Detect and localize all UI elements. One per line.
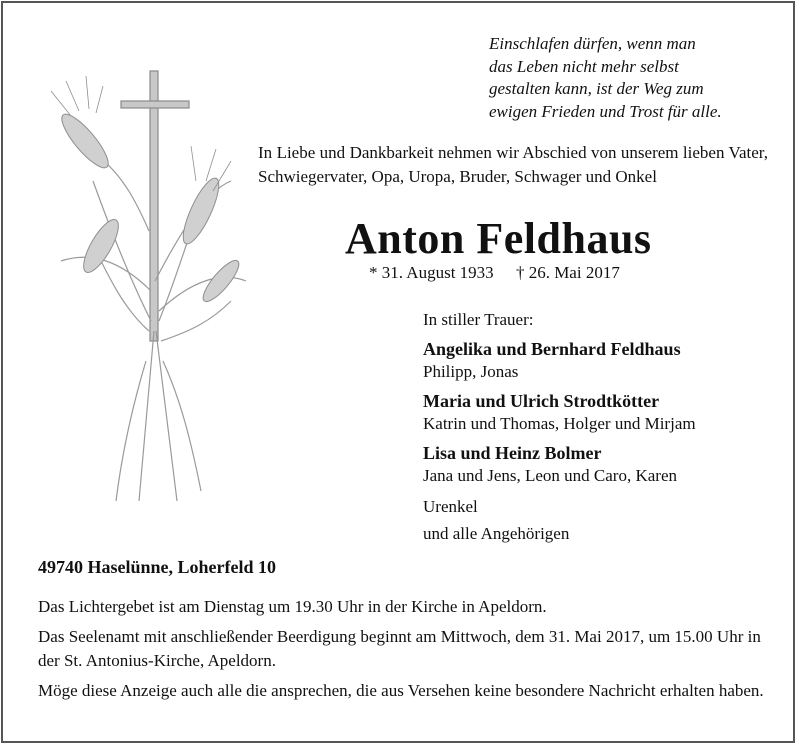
wheat-awns [51, 76, 103, 116]
wheat-ear [177, 174, 226, 248]
intro-text: In Liebe und Dankbarkeit nehmen wir Abschied von unserem lieben Vater, Schwiegervater, Opa, Uropa, Bruder, Schwager und Onkel [258, 143, 768, 186]
wheat-ear [55, 109, 114, 174]
other-mourners [423, 493, 696, 547]
death-date: † 26. Mai 2017 [515, 263, 620, 282]
deceased-name: Anton Feldhaus [345, 214, 652, 263]
family-name: Angelika und Bernhard Feldhaus [423, 339, 681, 359]
family-children: Katrin und Thomas, Holger und Mirjam [423, 414, 696, 433]
wheat-stalk [161, 301, 231, 341]
wheat-stalk [163, 361, 201, 491]
motto-line: ewigen Frieden und Trost für alle. [489, 101, 722, 121]
other-mourner-line: Urenkel [423, 497, 478, 516]
wheat-stalk [116, 361, 146, 501]
wheat-stalk [101, 261, 149, 331]
motto-poem [489, 33, 789, 123]
motto-line: das Leben nicht mehr selbst [489, 56, 679, 76]
wheat-stalk [139, 331, 154, 501]
other-mourner-line: und alle Angehörigen [423, 524, 570, 543]
notice-paragraph: Das Lichtergebet ist am Dienstag um 19.30 Uhr in der Kirche in Apeldorn. [38, 597, 547, 616]
family-address: 49740 Haselünne, Loherfeld 10 [38, 557, 277, 577]
notice-paragraph: Möge diese Anzeige auch alle die ansprechen, die aus Versehen keine besondere Nachricht erhalten haben. [38, 681, 764, 700]
family-name: Lisa und Heinz Bolmer [423, 443, 602, 463]
cross-wheat-illustration [31, 31, 256, 516]
motto-line: Einschlafen dürfen, wenn man [489, 34, 696, 53]
family-name: Maria und Ulrich Strodtkötter [423, 391, 660, 411]
family-children: Jana und Jens, Leon und Caro, Karen [423, 466, 677, 485]
wheat-leaf [61, 257, 151, 291]
life-dates [369, 263, 620, 283]
cross-vertical-beam [150, 71, 158, 341]
birth-date: * 31. August 1933 [369, 263, 494, 282]
wheat-stalk [156, 331, 177, 501]
family-children: Philipp, Jonas [423, 362, 519, 381]
notice-frame [1, 1, 795, 743]
mourners-header: In stiller Trauer: [423, 310, 534, 329]
cross-horizontal-beam [121, 101, 189, 108]
notice-paragraph: Das Seelenamt mit anschließender Beerdigung beginnt am Mittwoch, dem 31. Mai 2017, um 15.00 Uhr in der St. Antonius-Kirche, Apeldorn. [38, 627, 761, 670]
motto-line: gestalten kann, ist der Weg zum [489, 79, 704, 98]
service-notices [38, 595, 778, 709]
mourners-list [423, 309, 696, 547]
wheat-leaf [159, 277, 246, 311]
